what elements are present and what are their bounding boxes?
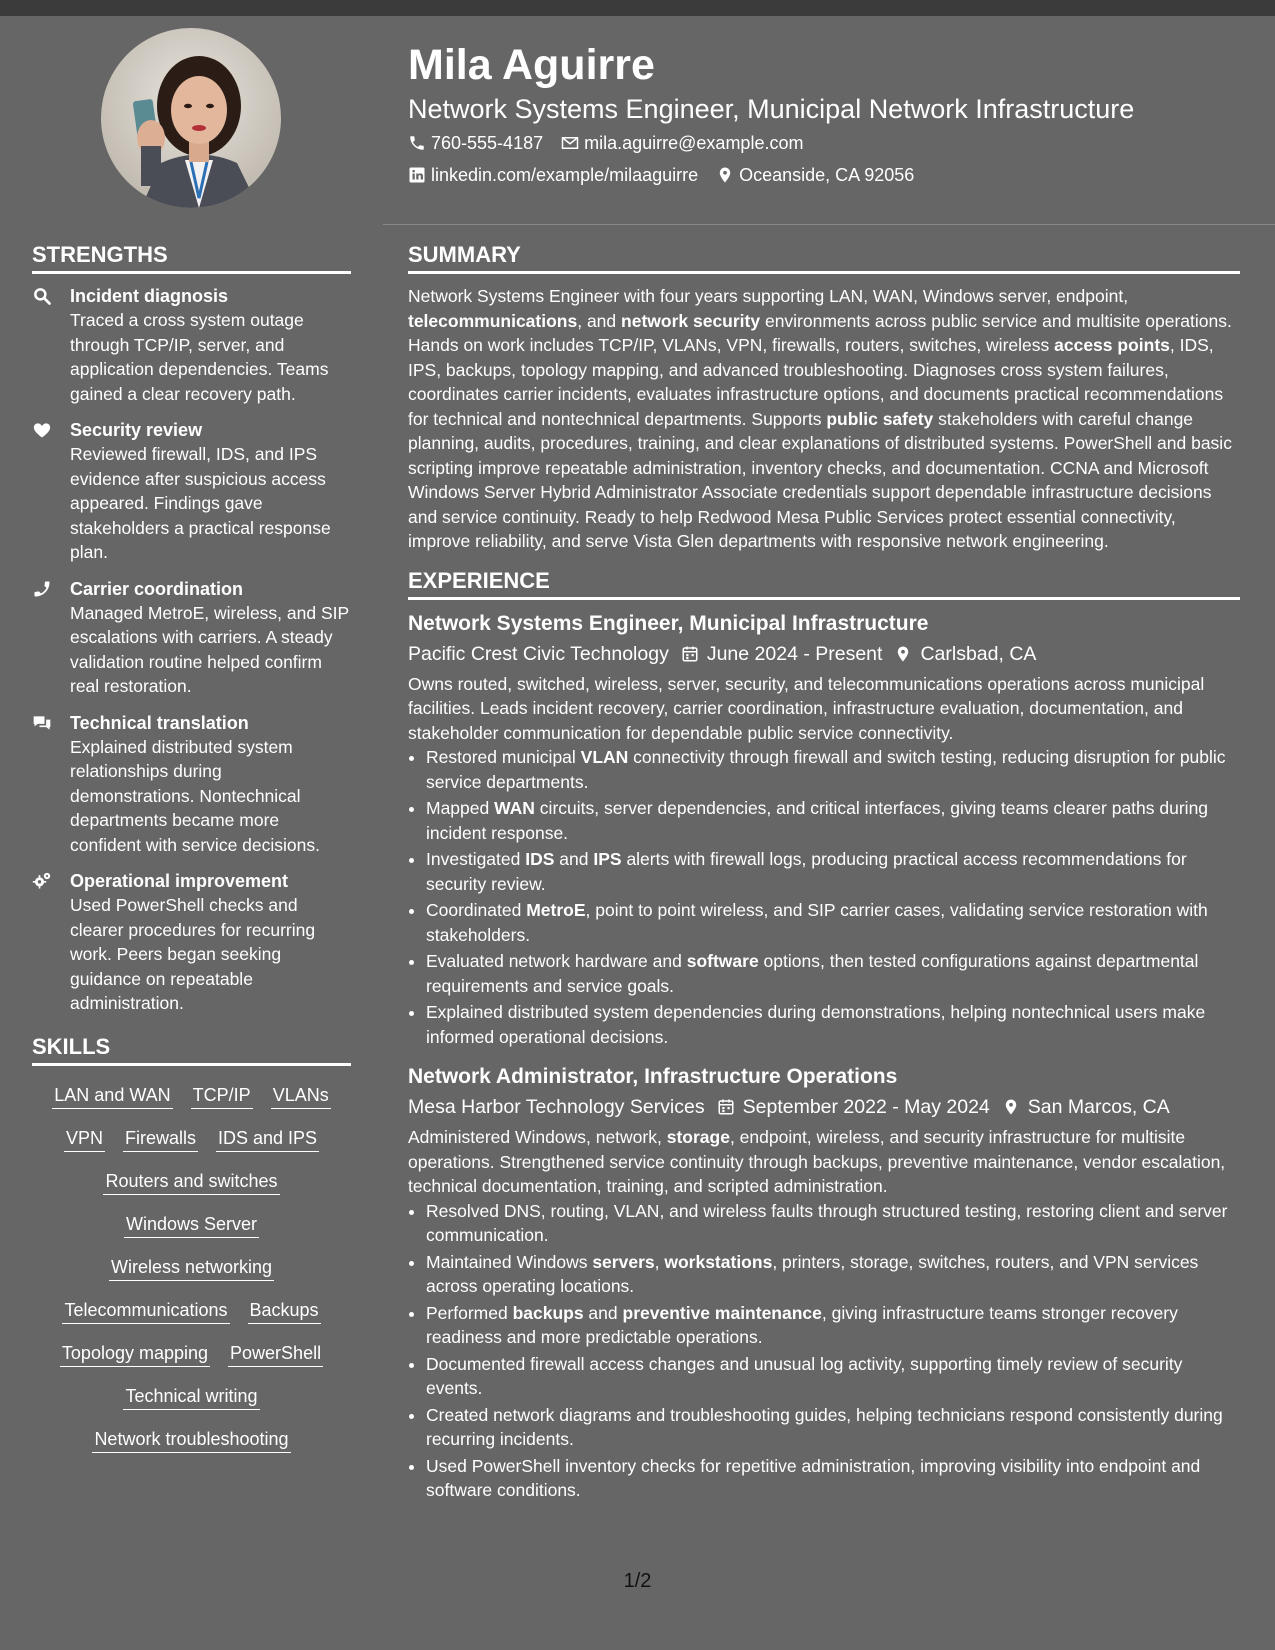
job-location	[894, 640, 1036, 668]
dates-text: June 2024 - Present	[706, 642, 883, 665]
job-location	[1002, 1093, 1170, 1121]
text-run: Investigated	[426, 849, 526, 869]
job-entry	[408, 1063, 1240, 1503]
skill-tag: VPN	[64, 1127, 105, 1152]
company-name: Pacific Crest Civic Technology	[408, 642, 669, 665]
contact-row-1	[408, 132, 1248, 154]
location-contact	[716, 164, 914, 186]
linkedin-icon	[408, 166, 426, 184]
bold-text: storage	[666, 1127, 730, 1147]
text-run: alerts with firewall logs, producing practical access recommendations for security review.	[426, 849, 1187, 894]
job-title: Network Administrator, Infrastructure Operations	[408, 1065, 898, 1088]
text-run: ,	[654, 1251, 665, 1272]
skill-tag: Network troubleshooting	[92, 1428, 290, 1453]
text-run: Evaluated network hardware and	[426, 951, 687, 971]
bold-text: network security	[621, 310, 761, 331]
job-meta	[408, 1093, 1240, 1121]
skill-tag: IDS and IPS	[216, 1127, 319, 1152]
list-item	[426, 1403, 1240, 1452]
job-bullets	[408, 745, 1240, 1049]
text-run: Created network diagrams and troubleshooting guides, helping technicians respond consistently during recurring incidents.	[426, 1404, 1223, 1449]
text-run: environments across public service and multisite operations. Hands on work includes TCP/IP, VLANs, VPN, firewalls, routers, switches, wireless	[408, 310, 1232, 355]
calendar-icon	[681, 645, 699, 663]
skills-row	[32, 1213, 351, 1238]
bold-text: access points	[1054, 335, 1170, 355]
skills-row	[32, 1127, 351, 1152]
strengths-list	[32, 284, 351, 1016]
strength-heading: Carrier coordination	[70, 578, 244, 599]
skill-tag: Topology mapping	[60, 1342, 210, 1367]
job-description	[408, 672, 1240, 746]
skill-tag: LAN and WAN	[52, 1084, 172, 1109]
text-run: Used PowerShell inventory checks for repetitive administration, improving visibility into endpoint and software conditions.	[426, 1455, 1201, 1500]
bold-text: telecommunications	[408, 310, 578, 331]
text-run: Performed	[426, 1302, 513, 1323]
text-run: Coordinated	[426, 900, 527, 920]
page-number: 1/2	[623, 1570, 652, 1592]
location-text: Carlsbad, CA	[920, 642, 1037, 665]
bold-text: preventive maintenance	[622, 1302, 822, 1323]
bold-text: VLAN	[580, 747, 629, 767]
dates-text: September 2022 - May 2024	[742, 1096, 990, 1118]
list-item	[426, 796, 1240, 845]
header	[408, 40, 1248, 196]
text-run: and	[583, 1302, 623, 1323]
text-run: , giving infrastructure teams stronger recovery readiness and more predictable operations.	[426, 1302, 1178, 1347]
skill-tag: Technical writing	[123, 1385, 259, 1410]
job-bullets	[408, 1199, 1240, 1503]
email-contact[interactable]	[561, 132, 803, 154]
text-run: Administered Windows, network,	[408, 1127, 667, 1147]
strength-text: Reviewed firewall, IDS, and IPS evidence after suspicious access appeared. Findings gave stakeholders a practical response plan.	[70, 444, 331, 562]
strength-item	[32, 418, 351, 565]
bold-text: MetroE	[526, 900, 586, 920]
candidate-name: Mila Aguirre	[408, 41, 655, 89]
list-item	[426, 1199, 1240, 1248]
list-item	[426, 949, 1240, 998]
skills-row	[32, 1084, 351, 1109]
skills-row	[32, 1256, 351, 1281]
job-entry	[408, 610, 1240, 1050]
strengths-title: STRENGTHS	[32, 242, 351, 274]
strength-text: Used PowerShell checks and clearer procedures for recurring work. Peers began seeking guidance on repeatable administration.	[70, 895, 316, 1013]
strength-text: Managed MetroE, wireless, and SIP escalations with carriers. A steady validation routine helped confirm real restoration.	[70, 602, 349, 696]
comments-icon	[32, 711, 70, 858]
text-run: Explained distributed system dependencies during demonstrations, helping nontechnical users make informed operational decisions.	[426, 1002, 1206, 1047]
list-item	[426, 745, 1240, 794]
phone-contact[interactable]	[408, 132, 543, 154]
text-run: , endpoint, wireless, and security infrastructure for multisite operations. Strengthened service continuity through backups, preventive maintenance, vendor escalation, technical documentation, training, and scripted administration.	[408, 1127, 1226, 1196]
text-run: and	[554, 849, 594, 869]
experience-title: EXPERIENCE	[408, 568, 1240, 600]
phone-text: 760-555-4187	[431, 133, 544, 153]
text-run: circuits, server dependencies, and critical interfaces, giving teams clearer paths during incident response.	[426, 798, 1209, 843]
list-item	[426, 1454, 1240, 1503]
strength-text: Traced a cross system outage through TCP/IP, server, and application dependencies. Teams gained a clear recovery path.	[70, 310, 329, 404]
search-icon	[32, 284, 70, 406]
skills-title: SKILLS	[32, 1034, 351, 1066]
top-bar	[0, 0, 1275, 16]
location-text: Oceanside, CA 92056	[739, 165, 915, 185]
text-run: Owns routed, switched, wireless, server, security, and telecommunications operations across municipal facilities. Leads incident recovery, carrier coordination, infrastructure evaluation, documentation, and stakeholder communication for dependable public service connectivity.	[408, 673, 1205, 743]
text-run: connectivity through firewall and switch testing, reducing disruption for public service departments.	[426, 747, 1226, 792]
summary-text	[408, 284, 1240, 554]
skills-row	[32, 1299, 351, 1324]
text-run: , and	[577, 310, 622, 331]
envelope-icon	[561, 134, 579, 152]
candidate-title: Network Systems Engineer, Municipal Network Infrastructure	[408, 94, 1135, 124]
job-title: Network Systems Engineer, Municipal Infrastructure	[408, 611, 929, 635]
job-dates	[717, 1093, 990, 1121]
strength-heading: Operational improvement	[70, 871, 289, 891]
email-text: mila.aguirre@example.com	[584, 133, 804, 153]
bold-text: workstations	[664, 1251, 773, 1272]
skill-tag: TCP/IP	[191, 1084, 253, 1109]
profile-photo	[101, 28, 281, 208]
map-marker-icon	[716, 166, 734, 184]
job-description	[408, 1125, 1240, 1199]
skill-tag: Firewalls	[123, 1127, 198, 1152]
skills-row	[32, 1342, 351, 1367]
text-run: Maintained Windows	[426, 1251, 593, 1272]
list-item	[426, 1250, 1240, 1299]
strength-item	[32, 711, 351, 858]
skill-tag: PowerShell	[228, 1342, 323, 1367]
list-item	[426, 1352, 1240, 1401]
text-run: stakeholders with careful change planning, audits, procedures, training, and clear explanations of distributed systems. PowerShell and basic scripting improve repeatable administration, inventory checks, and documentation. CCNA and Microsoft Windows Server Hybrid Administrator Associate credentials support dependable infrastructure decisions and service continuity. Ready to help Redwood Mesa Public Services protect essential connectivity, improve reliability, and serve Vista Glen departments with responsive network engineering.	[408, 408, 1232, 551]
map-marker-icon	[894, 645, 912, 663]
strength-item	[32, 577, 351, 699]
list-item	[426, 1301, 1240, 1350]
text-run: , IDS, IPS, backups, topology mapping, and advanced troubleshooting. Diagnoses cross system failures, coordinates carrier incidents, evaluates infrastructure options, and documents practical recommendations for technical and nontechnical departments. Supports	[408, 335, 1224, 429]
job-meta	[408, 640, 1240, 668]
strength-heading: Security review	[70, 420, 203, 440]
main-content	[408, 242, 1240, 1517]
gears-icon	[32, 869, 70, 1016]
text-run: Resolved DNS, routing, VLAN, and wireless faults through structured testing, restoring client and server communication.	[426, 1200, 1228, 1245]
bold-text: public safety	[826, 408, 934, 429]
summary-title: SUMMARY	[408, 242, 1240, 274]
strength-heading: Incident diagnosis	[70, 286, 229, 306]
contact-row-2	[408, 164, 1248, 186]
skill-tag: Routers and switches	[103, 1170, 279, 1195]
linkedin-text: linkedin.com/example/milaaguirre	[431, 165, 699, 185]
bold-text: software	[686, 951, 759, 971]
map-marker-icon	[1002, 1098, 1020, 1116]
experience-list	[408, 610, 1240, 1503]
bold-text: IPS	[593, 849, 622, 869]
phone-icon	[32, 577, 70, 699]
sidebar	[32, 242, 351, 1471]
text-run: Restored municipal	[426, 747, 581, 767]
calendar-icon	[717, 1098, 735, 1116]
skills-list	[32, 1084, 351, 1453]
company-name: Mesa Harbor Technology Services	[408, 1096, 705, 1118]
bold-text: WAN	[494, 798, 535, 818]
heart-icon	[32, 418, 70, 565]
skill-tag: Wireless networking	[109, 1256, 274, 1281]
skill-tag: Telecommunications	[62, 1299, 229, 1324]
bold-text: IDS	[525, 849, 555, 869]
text-run: , point to point wireless, and SIP carrier cases, validating service restoration with stakeholders.	[426, 900, 1208, 945]
bold-text: servers	[592, 1251, 655, 1272]
skill-tag: Backups	[248, 1299, 321, 1324]
linkedin-contact[interactable]	[408, 164, 698, 186]
list-item	[426, 847, 1240, 896]
text-run: Mapped	[426, 798, 495, 818]
skill-tag: Windows Server	[124, 1213, 259, 1238]
text-run: Network Systems Engineer with four years supporting LAN, WAN, Windows server, endpoint,	[408, 286, 1129, 306]
location-text: San Marcos, CA	[1027, 1096, 1170, 1118]
strength-item	[32, 284, 351, 406]
skills-row	[32, 1385, 351, 1410]
bold-text: backups	[512, 1302, 584, 1323]
phone-icon	[408, 134, 426, 152]
text-run: , printers, storage, switches, routers, and VPN services across operating locations.	[426, 1251, 1199, 1296]
skill-tag: VLANs	[271, 1084, 331, 1109]
text-run: options, then tested configurations against departmental requirements and service goals.	[426, 951, 1199, 996]
job-dates	[681, 640, 883, 668]
list-item	[426, 898, 1240, 947]
text-run: Documented firewall access changes and unusual log activity, supporting timely review of security events.	[426, 1353, 1183, 1398]
strength-text: Explained distributed system relationships during demonstrations. Nontechnical departments became more confident with service decisions.	[70, 736, 320, 855]
skills-row	[32, 1170, 351, 1195]
list-item	[426, 1000, 1240, 1049]
header-divider	[383, 224, 1275, 225]
skills-row	[32, 1428, 351, 1453]
strength-item	[32, 869, 351, 1016]
strength-heading: Technical translation	[70, 712, 249, 733]
